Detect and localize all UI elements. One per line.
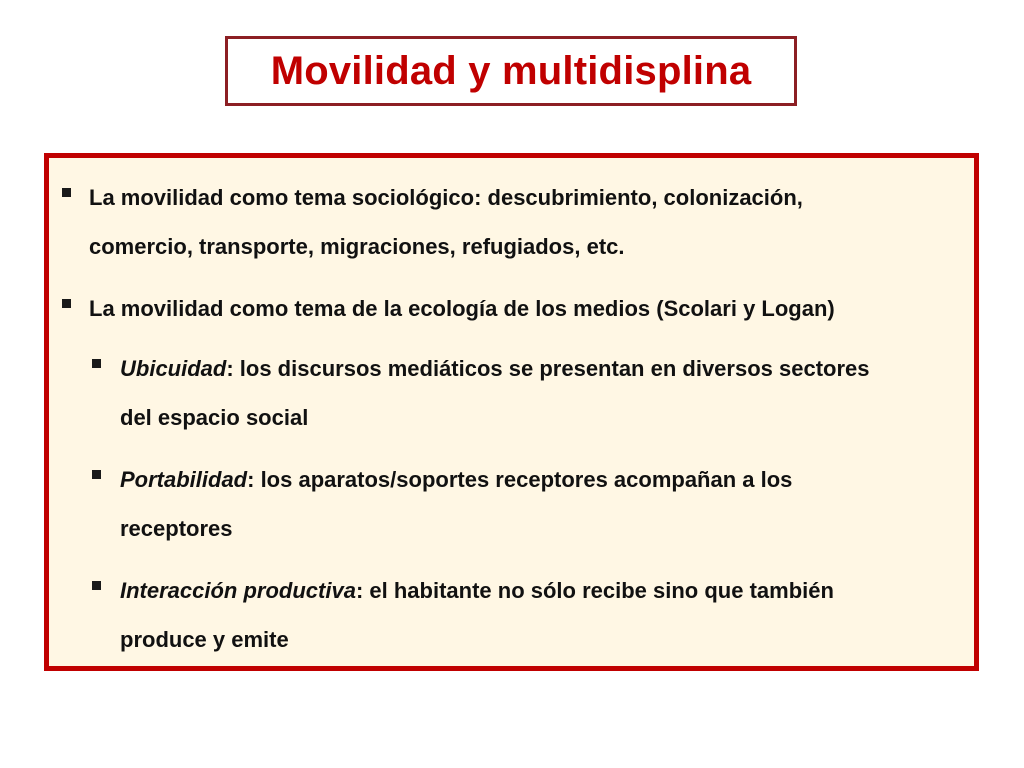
list-item-line: La movilidad como tema sociológico: descubrimiento, colonización, (89, 185, 803, 210)
list-item-line: La movilidad como tema de la ecología de los medios (Scolari y Logan) (89, 296, 835, 321)
list-item-term: Portabilidad (120, 467, 248, 492)
list-item-line: del espacio social (120, 405, 309, 430)
list-item (120, 455, 792, 553)
square-bullet-icon (92, 581, 101, 590)
list-item-line (120, 344, 870, 393)
list-item-text: : los aparatos/soportes receptores acompañan a los (247, 467, 793, 492)
list-item-text: : los discursos mediáticos se presentan en diversos sectores (226, 356, 870, 381)
slide-title: Movilidad y multidisplina (270, 49, 752, 93)
square-bullet-icon (92, 470, 101, 479)
square-bullet-icon (92, 359, 101, 368)
list-item-line (120, 455, 792, 504)
list-item-line (120, 566, 834, 615)
square-bullet-icon (62, 299, 71, 308)
list-item-term: Ubicuidad (120, 356, 227, 381)
list-item-text: : el habitante no sólo recibe sino que también (355, 578, 834, 603)
list-item (89, 173, 803, 271)
list-item (120, 566, 834, 664)
list-item-line: produce y emite (120, 627, 289, 652)
square-bullet-icon (62, 188, 71, 197)
content-box (44, 153, 979, 671)
list-item (89, 284, 835, 333)
list-item (120, 344, 870, 442)
list-item-term: Interacción productiva (120, 578, 356, 603)
list-item-line: receptores (120, 516, 233, 541)
title-box (225, 36, 797, 106)
list-item-line: comercio, transporte, migraciones, refugiados, etc. (89, 234, 625, 259)
